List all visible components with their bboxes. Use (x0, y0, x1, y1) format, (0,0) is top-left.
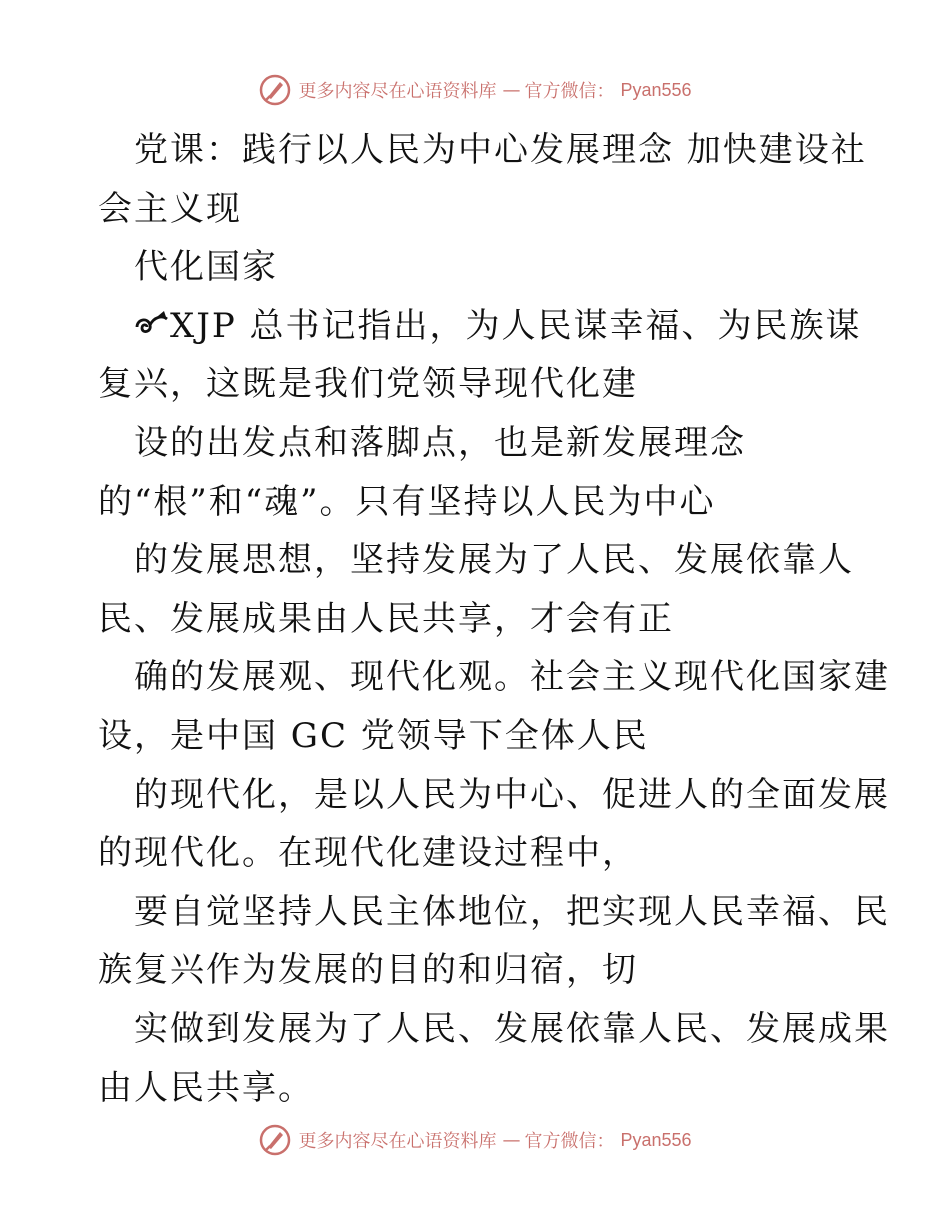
watermark-text: 更多内容尽在心语资料库 (298, 1131, 497, 1152)
paragraph-line: 设，是中国 GC 党领导下全体人民 (98, 715, 649, 756)
quill-logo-icon (258, 73, 292, 107)
quill-logo-icon (258, 1123, 292, 1157)
fleuron-icon (134, 307, 170, 341)
paragraph-line: 的现代化。在现代化建设过程中， (98, 833, 638, 874)
paragraph-line (98, 297, 862, 356)
watermark-text: 更多内容尽在心语资料库 (298, 81, 497, 102)
paragraph-line: 实做到发展为了人民、发展依靠人民、发展成果 (134, 1008, 890, 1049)
footer-watermark (0, 1120, 950, 1160)
paragraph-line: 的发展思想，坚持发展为了人民、发展依靠人 (134, 540, 854, 581)
title-line-1: 党课：践行以人民为中心发展理念 加快建设社 (134, 130, 867, 170)
watermark-contact-label: 官方微信： (524, 1131, 615, 1152)
watermark-contact-id: Pyan556 (620, 1129, 692, 1150)
paragraph-line: 确的发展观、现代化观。社会主义现代化国家建 (134, 657, 890, 698)
watermark-separator: — (502, 79, 519, 101)
paragraph-line: 民、发展成果由人民共享，才会有正 (98, 598, 674, 639)
paragraph-line: 的现代化，是以人民为中心、促进人的全面发展 (134, 774, 890, 815)
paragraph-line: 的“根”和“魂”。只有坚持以人民为中心 (98, 481, 716, 522)
watermark-contact-label: 官方微信： (524, 81, 615, 102)
document-body (98, 121, 890, 1117)
paragraph-line: 复兴，这既是我们党领导现代化建 (98, 364, 638, 405)
watermark-separator: — (502, 1129, 519, 1151)
paragraph-line: 要自觉坚持人民主体地位，把实现人民幸福、民 (134, 891, 890, 932)
title-line-3: 代化国家 (134, 247, 278, 288)
header-watermark (0, 70, 950, 110)
paragraph-line: 由人民共享。 (98, 1067, 314, 1108)
title-line-2: 会主义现 (98, 188, 242, 229)
watermark-contact-id: Pyan556 (620, 79, 692, 100)
paragraph-line-text: XJP 总书记指出，为人民谋幸福、为民族谋 (170, 305, 862, 346)
paragraph-line: 族复兴作为发展的目的和归宿，切 (98, 950, 638, 991)
paragraph-line: 设的出发点和落脚点，也是新发展理念 (134, 422, 746, 463)
